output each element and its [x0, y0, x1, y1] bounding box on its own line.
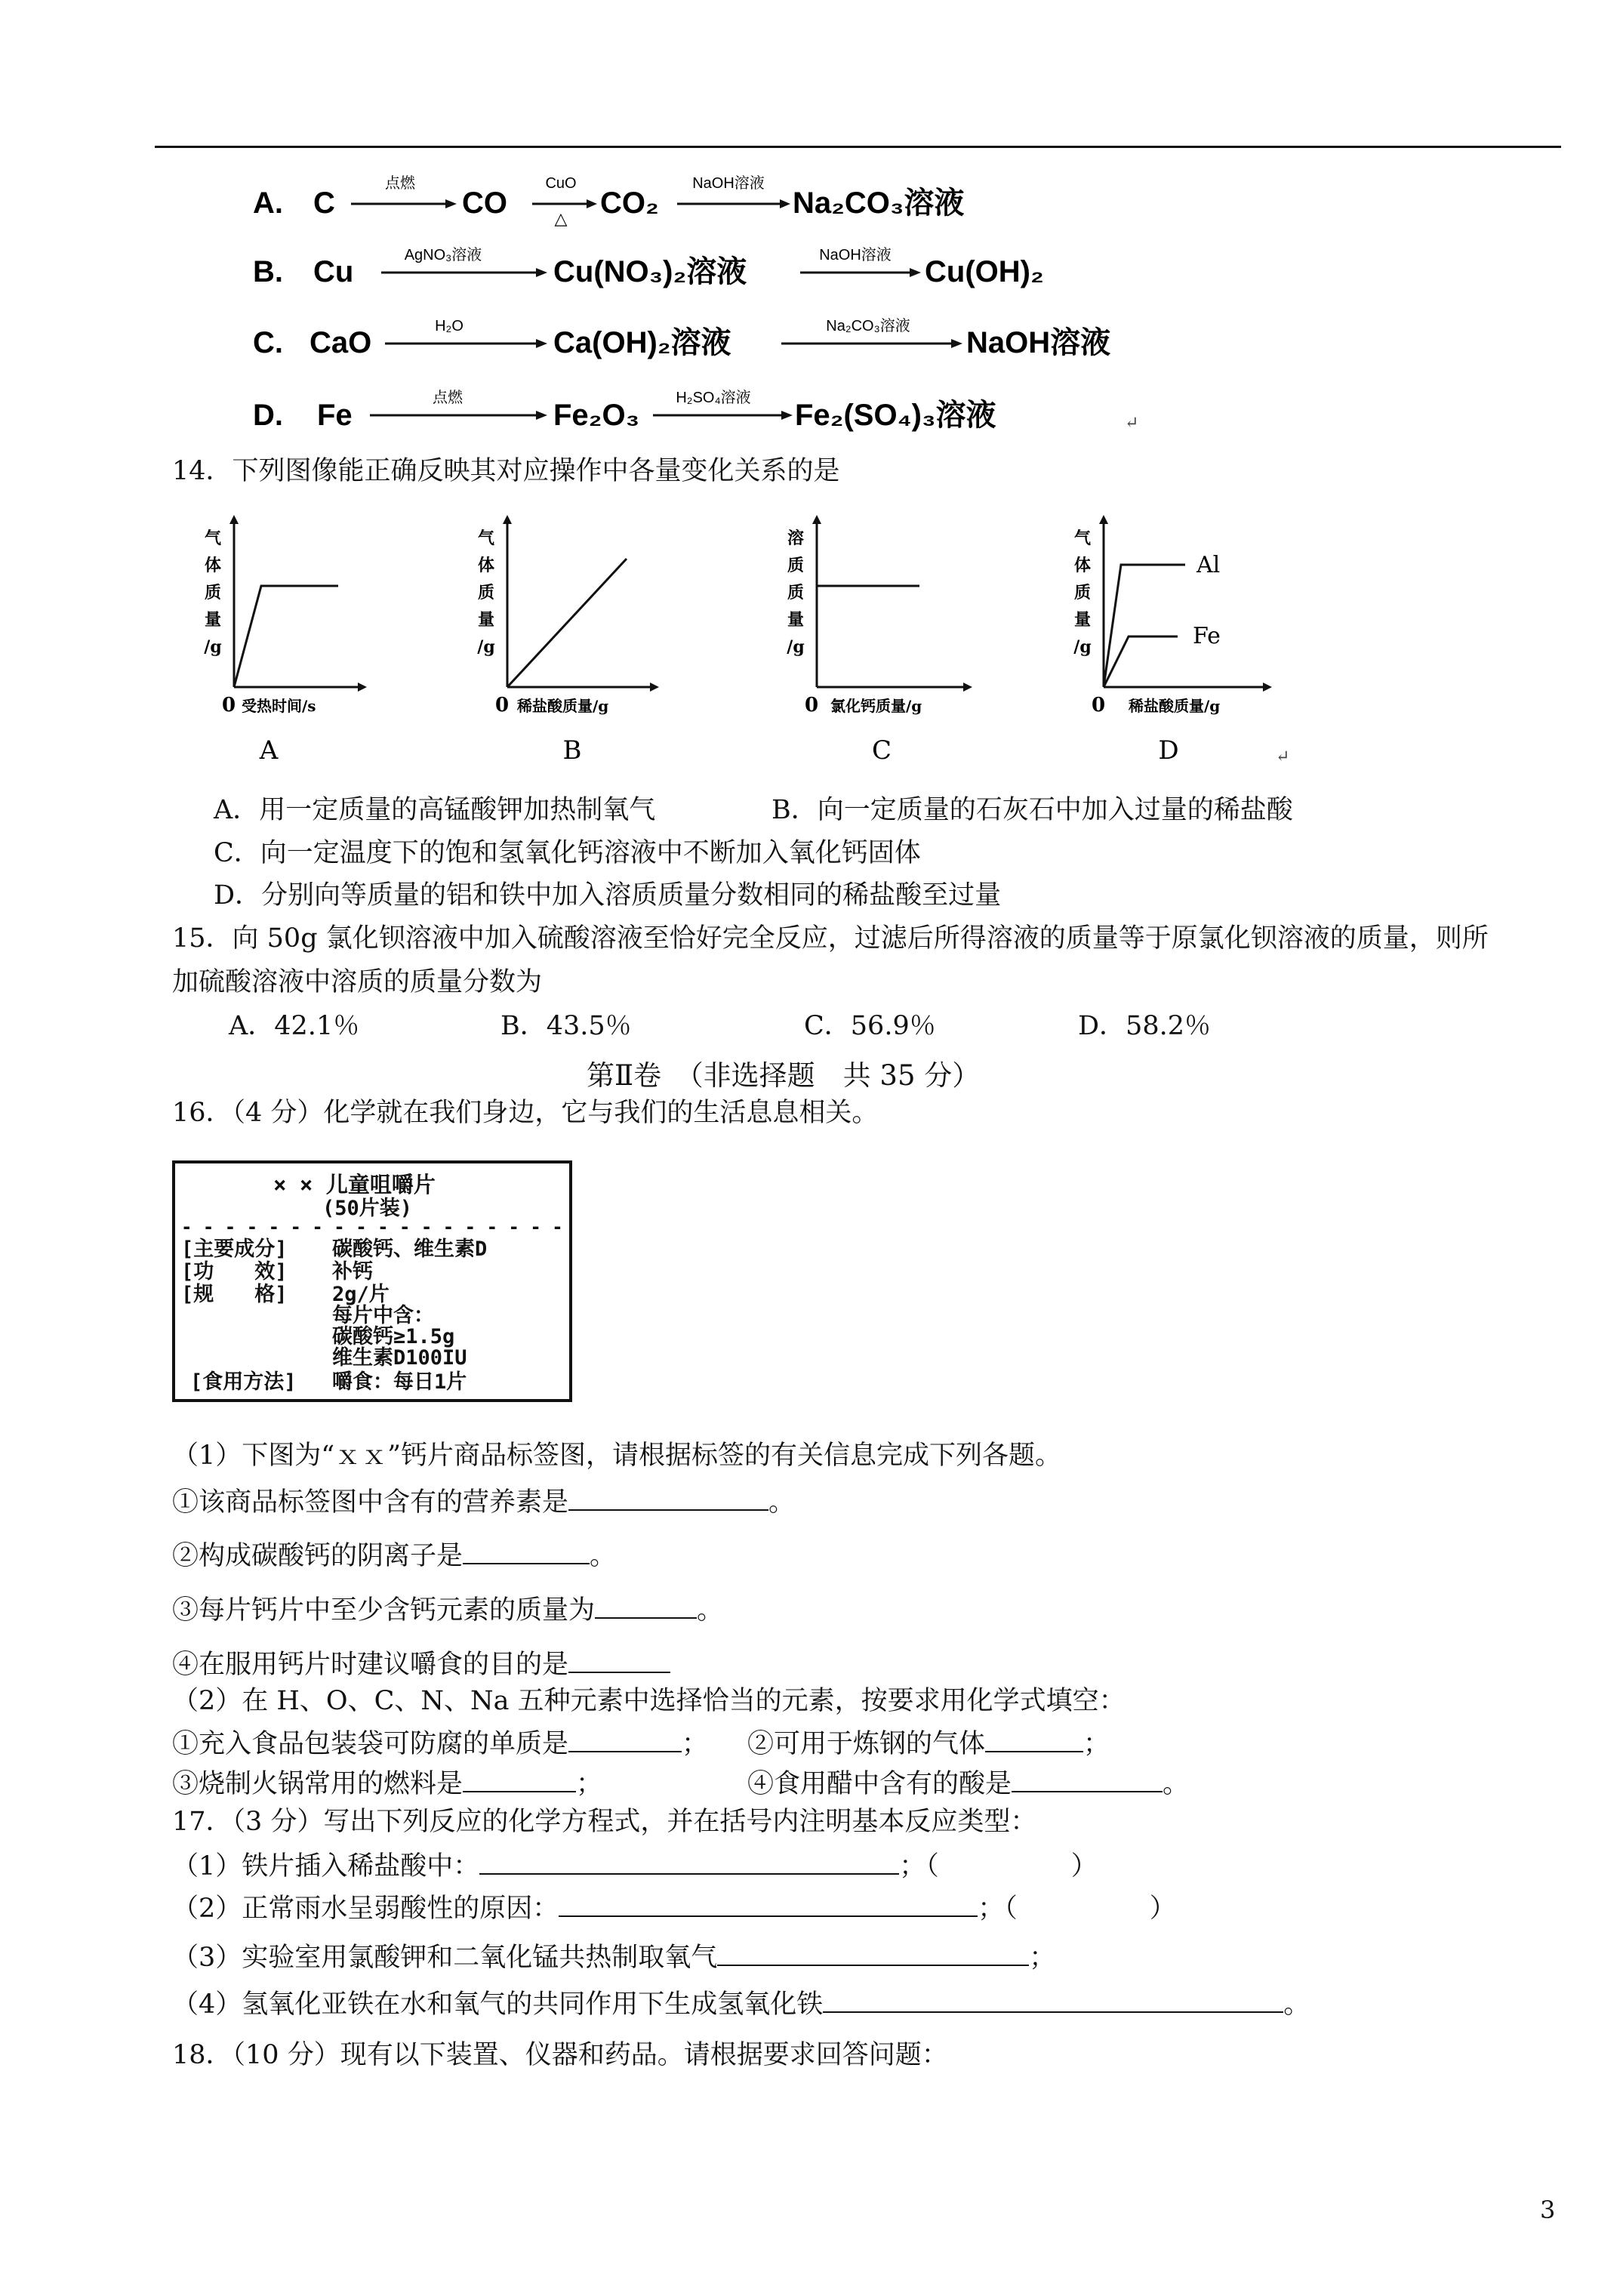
reaction-a-option: A.: [253, 186, 283, 220]
q16-part1-item-text: ①该商品标签图中含有的营养素是: [172, 1487, 569, 1518]
reaction-c-cond-2: Na₂CO₃溶液: [826, 318, 910, 334]
graph-a-ylabel-3: 质: [204, 583, 222, 603]
graph-a: [202, 513, 376, 770]
q16-part2-item-end: ；: [1083, 1729, 1110, 1759]
product-label-row-key: [主要成分]: [181, 1237, 288, 1261]
q16-part1-item-text: ④在服用钙片时建议嚼食的目的是: [172, 1650, 569, 1680]
q17-item-text: （4）氢氧化亚铁在水和氧气的共同作用下生成氢氧化铁: [172, 1989, 824, 2020]
q17-item: [172, 1848, 1098, 1881]
answer-blank[interactable]: [568, 1725, 682, 1752]
graph-a-ylabel-2: 体: [204, 556, 222, 575]
q16-part1-item: [172, 1646, 670, 1680]
product-label-divider: - - - - - - - - - - - - - - - - - -: [181, 1216, 563, 1237]
graph-c-ylabel-4: 量: [787, 610, 805, 630]
q15-option-c: C．56.9％: [804, 1011, 936, 1041]
q17-item-text: （2）正常雨水呈弱酸性的原因：: [172, 1894, 559, 1924]
answer-blank[interactable]: [479, 1848, 899, 1875]
reaction-b-cond-1: AgNO₃溶液: [404, 247, 482, 264]
q17-item-tail: ；（ ）: [899, 1851, 1098, 1881]
graph-d-ylabel-3: 质: [1073, 583, 1092, 603]
reaction-d-product-2: Fe₂(SO₄)₃溶液: [795, 399, 996, 432]
answer-blank[interactable]: [463, 1765, 576, 1792]
q16-part2-row2-a: [172, 1765, 602, 1799]
graph-c-letter: C: [871, 735, 892, 766]
q16-part2-item-end: ；: [576, 1769, 603, 1799]
reaction-a-cond-2: CuO: [545, 175, 577, 192]
q16-part1-item-end: 。: [590, 1541, 617, 1571]
q17-item-tail: 。: [1283, 1989, 1310, 2020]
q17-item-text: （3）实验室用氯酸钾和二氧化锰共热制取氧气: [172, 1943, 718, 1973]
product-label-title: × × 儿童咀嚼片: [273, 1172, 436, 1197]
graph-a-origin: 0: [222, 694, 236, 717]
q16-part2-intro: （2）在 H、O、C、N、Na 五种元素中选择恰当的元素，按要求用化学式填空：: [172, 1686, 1126, 1716]
q15-option-d: D．58.2％: [1078, 1011, 1211, 1041]
q16-part1-item-end: 。: [697, 1595, 724, 1626]
reaction-a-cond-2-bottom: △: [554, 209, 568, 228]
product-label-row-key: [规 格]: [181, 1283, 288, 1306]
graph-b: [476, 513, 672, 770]
graph-d-ylabel-5: /g: [1073, 637, 1092, 657]
section-title: 第Ⅱ卷 （非选择题 共 35 分）: [587, 1059, 981, 1092]
graph-c-xlabel: 氯化钙质量/g: [830, 697, 922, 715]
graph-b-ylabel-1: 气: [477, 529, 495, 548]
reaction-d-cond-1: 点燃: [433, 390, 463, 406]
q14-stem: 14．下列图像能正确反映其对应操作中各量变化关系的是: [172, 456, 840, 486]
graph-c-ylabel-3: 质: [787, 583, 805, 603]
graph-d-ylabel-4: 量: [1073, 610, 1092, 630]
graph-c-origin: 0: [805, 694, 819, 717]
product-label-row-key: [食用方法]: [190, 1370, 297, 1394]
answer-blank[interactable]: [463, 1537, 590, 1564]
graph-b-ylabel-5: /g: [477, 637, 495, 657]
reaction-c-start: CaO: [310, 326, 372, 359]
header-rule: [155, 146, 1561, 148]
q14-option-a: A．用一定质量的高锰酸钾加热制氧气: [214, 795, 656, 825]
q16-part2-row1-a: [172, 1725, 708, 1759]
graph-b-ylabel-2: 体: [477, 556, 495, 575]
q16-part2-row1-b: [747, 1725, 1110, 1759]
q16-part1-item: [172, 1484, 795, 1518]
graph-c: [785, 513, 981, 770]
q14-option-d: D．分别向等质量的铝和铁中加入溶质质量分数相同的稀盐酸至过量: [214, 880, 1002, 911]
q17-item: [172, 1939, 1055, 1973]
graph-c-ylabel-5: /g: [787, 637, 805, 657]
reaction-a-product-1: CO: [462, 186, 507, 220]
graph-d: [1072, 513, 1283, 770]
q14-option-c: C．向一定温度下的饱和氢氧化钙溶液中不断加入氧化钙固体: [214, 838, 921, 868]
product-label: [172, 1160, 572, 1402]
product-label-row-value: 嚼食：每日1片: [332, 1370, 467, 1394]
reaction-c-cond-1: H₂O: [435, 318, 463, 334]
graph-a-curve: [234, 586, 338, 687]
q18-stem: 18．（10 分）现有以下装置、仪器和药品。请根据要求回答问题：: [172, 2040, 948, 2070]
graph-a-ylabel-1: 气: [204, 529, 222, 548]
answer-blank[interactable]: [568, 1646, 670, 1673]
reaction-b-option: B.: [253, 255, 283, 288]
product-label-row-value: 维生素D100IU: [332, 1346, 467, 1370]
graph-d-line-label-fe: Fe: [1193, 623, 1221, 649]
q16-part1-item-text: ③每片钙片中至少含钙元素的质量为: [172, 1595, 596, 1626]
product-label-row-value: 碳酸钙、维生素D: [332, 1237, 488, 1261]
q16-part1-item-end: 。: [768, 1487, 796, 1518]
graph-a-ylabel-4: 量: [204, 610, 222, 630]
graph-b-origin: 0: [495, 694, 510, 717]
q17-item: [172, 1890, 1176, 1924]
q16-part2-item-end: ；: [682, 1729, 709, 1759]
graph-d-curve-al: [1104, 565, 1185, 687]
q16-part2-item-text: ④食用醋中含有的酸是: [747, 1769, 1012, 1799]
q15-option-a: A．42.1％: [229, 1011, 360, 1041]
graph-b-xlabel: 稀盐酸质量/g: [517, 697, 609, 715]
reaction-a-cond-3: NaOH溶液: [692, 175, 765, 192]
q15-option-b: B．43.5％: [500, 1011, 632, 1041]
graph-d-ylabel-1: 气: [1073, 529, 1092, 548]
q15-stem-line1: 15．向 50g 氯化钡溶液中加入硫酸溶液至恰好完全反应，过滤后所得溶液的质量等于原氯化钡溶液的质量，则所: [172, 923, 1489, 954]
paragraph-mark-icon: ↵: [1125, 414, 1139, 433]
page-number: 3: [1540, 2196, 1556, 2224]
q17-item: [172, 1986, 1310, 2020]
paragraph-mark-icon: ↵: [1276, 747, 1290, 766]
q15-stem-line2: 加硫酸溶液中溶质的质量分数为: [172, 967, 543, 997]
product-label-subtitle: (50片装): [322, 1197, 413, 1220]
graph-d-ylabel-2: 体: [1073, 556, 1092, 575]
answer-blank[interactable]: [568, 1484, 768, 1511]
reaction-d-cond-2: H₂SO₄溶液: [676, 390, 751, 406]
graph-b-curve: [507, 559, 627, 687]
reaction-a: [245, 168, 1151, 228]
q16-part2-item-text: ②可用于炼钢的气体: [747, 1729, 986, 1759]
product-label-row-key: [功 效]: [181, 1260, 288, 1284]
answer-blank[interactable]: [1012, 1765, 1163, 1792]
answer-blank[interactable]: [559, 1890, 978, 1917]
q16-part2-row2-b: [747, 1765, 1189, 1799]
graph-c-ylabel-1: 溶: [787, 529, 805, 548]
q16-part1-item-text: ②构成碳酸钙的阴离子是: [172, 1541, 463, 1571]
reaction-a-product-3: Na₂CO₃溶液: [793, 186, 965, 220]
q16-part2-item-text: ③烧制火锅常用的燃料是: [172, 1769, 463, 1799]
q16-part1-item: [172, 1537, 616, 1571]
reaction-b-product-2: Cu(OH)₂: [925, 255, 1044, 288]
graph-a-xlabel: 受热时间/s: [242, 697, 316, 715]
graph-d-curve-fe: [1104, 636, 1178, 687]
graph-a-ylabel-5: /g: [204, 637, 222, 657]
reaction-d-product-1: Fe₂O₃: [553, 399, 640, 432]
graph-b-ylabel-4: 量: [477, 610, 495, 630]
reaction-c: [245, 311, 1151, 371]
reaction-c-product-1: Ca(OH)₂溶液: [553, 326, 731, 359]
answer-blank[interactable]: [595, 1592, 697, 1619]
product-label-row-value: 碳酸钙≥1.5g: [332, 1325, 455, 1348]
q16-part2-item-text: ①充入食品包装袋可防腐的单质是: [172, 1729, 569, 1759]
reaction-d-start: Fe: [317, 399, 353, 432]
answer-blank[interactable]: [717, 1939, 1029, 1966]
graph-a-letter: A: [259, 735, 279, 766]
reaction-c-option: C.: [253, 326, 283, 359]
graph-b-letter: B: [562, 735, 582, 766]
reaction-a-cond-1: 点燃: [385, 175, 415, 192]
q16-part2-item-end: 。: [1163, 1769, 1190, 1799]
q16-stem: 16．（4 分）化学就在我们身边，它与我们的生活息息相关。: [172, 1098, 879, 1128]
graph-d-letter: D: [1158, 735, 1179, 766]
reaction-a-start: C: [313, 186, 335, 220]
reaction-b-product-1: Cu(NO₃)₂溶液: [553, 255, 747, 288]
graph-c-ylabel-2: 质: [787, 556, 805, 575]
reaction-b-cond-2: NaOH溶液: [819, 247, 892, 264]
reaction-d-option: D.: [253, 399, 283, 432]
q16-part1-item: [172, 1592, 723, 1626]
q17-item-text: （1）铁片插入稀盐酸中：: [172, 1851, 480, 1881]
q17-item-tail: ；: [1029, 1943, 1056, 1973]
answer-blank[interactable]: [985, 1725, 1083, 1752]
q16-part1-intro: （1）下图为“ｘｘ”钙片商品标签图，请根据标签的有关信息完成下列各题。: [172, 1441, 1062, 1471]
graph-b-ylabel-3: 质: [477, 583, 495, 603]
q17-item-tail: ；（ ）: [978, 1894, 1176, 1924]
reaction-d: [245, 381, 1227, 442]
graph-d-line-label-al: Al: [1196, 552, 1221, 578]
reaction-a-product-2: CO₂: [600, 186, 659, 220]
reaction-c-product-2: NaOH溶液: [966, 326, 1111, 359]
product-label-row-value: 2g/片: [332, 1283, 390, 1306]
reaction-b: [245, 240, 1151, 300]
q17-stem: 17．（3 分）写出下列反应的化学方程式，并在括号内注明基本反应类型：: [172, 1807, 1037, 1837]
answer-blank[interactable]: [823, 1986, 1283, 2013]
q14-option-b: B．向一定质量的石灰石中加入过量的稀盐酸: [771, 795, 1293, 825]
product-label-row-value: 补钙: [332, 1260, 373, 1284]
graph-d-origin: 0: [1092, 694, 1106, 717]
reaction-b-start: Cu: [313, 255, 354, 288]
graph-d-xlabel: 稀盐酸质量/g: [1129, 697, 1221, 715]
product-label-row-value: 每片中含：: [332, 1304, 434, 1327]
